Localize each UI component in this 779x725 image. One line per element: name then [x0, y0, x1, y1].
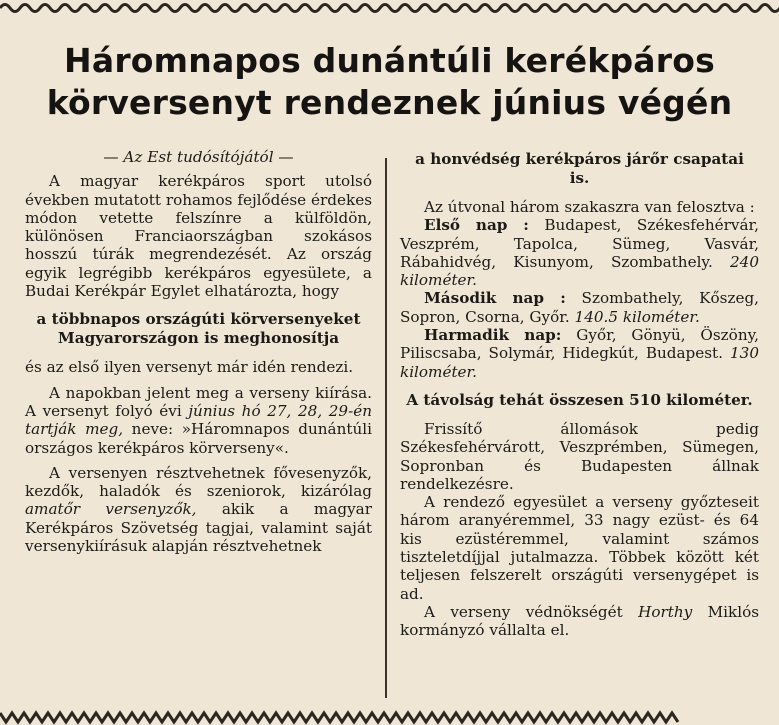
byline: — Az Est tudósítójától —	[103, 148, 294, 166]
stage-day-2	[400, 289, 759, 326]
day-3-label: Harmadik nap:	[424, 326, 562, 345]
right-column	[400, 150, 759, 640]
text-span: A napokban jelent meg a verseny kiírása. A versenyt folyó évi	[25, 383, 372, 420]
stage-day-1	[400, 216, 759, 289]
subhead-army: a honvédség kerékpáros járőr csapatai is.	[415, 150, 744, 187]
subhead-total-distance: A távolság tehát összesen 510 kilométer.	[406, 390, 753, 409]
day-2-label: Második nap :	[424, 289, 566, 308]
headline-line-1: Háromnapos dunántúli kerékpáros	[64, 41, 715, 80]
bottom-ornament-rule	[0, 710, 779, 725]
paragraph-intro: A magyar kerékpáros sport utolsó években mutatott rohamos fejlődése érdekes módon vetette felszínre a külföldön, különösen Franciaországban szokásos hosszú túrák megrendezését. Az ország egyik legrégibb kerékpáros egyesülete, a Budai Kerékpár Egylet elhatározta, hogy	[25, 172, 372, 301]
italic-horthy: Horthy	[638, 602, 693, 621]
top-wave-rule	[0, 0, 779, 16]
stage-day-3	[400, 326, 759, 381]
day-3-route: Győr, Gönyü, Öszöny, Piliscsaba, Solymár, Hidegkút, Budapest.	[400, 326, 759, 363]
text-span: A verseny védnökségét	[424, 602, 639, 621]
text-span: akik a magyar Kerékpáros Szövetség tagjai, valamint saját versenykiírásuk alapján résztvehetnek	[25, 500, 372, 556]
paragraph-route: Az útvonal három szakaszra van felosztva :	[424, 198, 755, 216]
paragraph-refreshment: Frissítő állomások pedig Székesfehérvárott, Veszprémben, Sümegen, Sopronban és Budapesten állnak rendelkezésre.	[400, 419, 759, 493]
paragraph-prizes: A rendező egyesület a verseny győzteseit három aranyéremmel, 33 nagy ezüst- és 64 kis ezüstéremmel, valamint számos tiszteletdíjjal jutalmazza. Többek között két teljesen felszerelt országúti versenygépet is ad.	[400, 493, 759, 603]
italic-date: június hó 27, 28, 29-én tartják meg,	[25, 401, 372, 439]
headline-line-2: körversenyt rendeznek június végén	[46, 83, 733, 122]
paragraph-patron	[400, 603, 759, 640]
left-column	[25, 148, 372, 555]
day-1-distance: 240 kilométer.	[400, 252, 759, 290]
italic-amateur: amatőr versenyzők,	[25, 500, 197, 519]
day-3-distance: 130 kilométer.	[400, 344, 759, 381]
paragraph-announcement	[25, 384, 372, 457]
day-2-route: Szombathely, Kőszeg, Sopron, Csorna, Győr.	[400, 289, 759, 326]
text-span: neve: »Háromnapos dunántúli országos kerékpáros körverseny«.	[25, 420, 372, 457]
day-1-route: Budapest, Székesfehérvár, Veszprém, Tapolca, Sümeg, Vasvár, Rábahidvég, Kisunyom, Szombathely.	[400, 216, 759, 271]
text-span: Miklós kormányzó vállalta el.	[400, 602, 760, 640]
paragraph-first-race: és az első ilyen versenyt már idén rendezi.	[25, 358, 354, 377]
text-span: A versenyen résztvehetnek fővesenyzők, kezdők, haladók és szeniorok, kizárólag	[25, 463, 372, 501]
day-2-distance: 140.5 kilométer.	[574, 307, 700, 326]
paragraph-eligibility	[25, 464, 372, 555]
subhead-multiday: a többnapos országúti körversenyeket Magyarországon is meghonosítja	[36, 310, 361, 348]
column-divider	[385, 158, 387, 698]
day-1-label: Első nap :	[424, 216, 529, 235]
headline	[0, 40, 779, 124]
